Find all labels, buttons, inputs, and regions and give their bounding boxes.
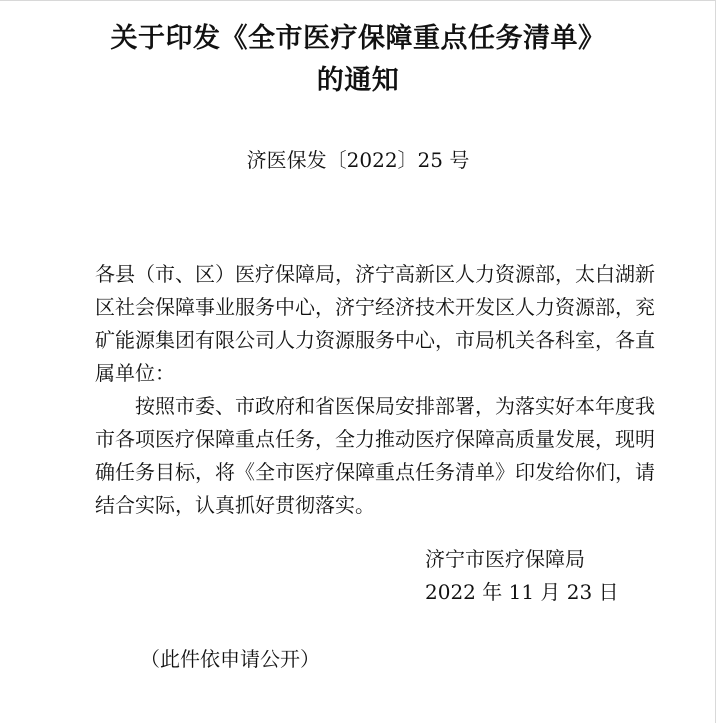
body-paragraph-line-3: 确任务目标，将《全市医疗保障重点任务清单》印发给你们，请 [95, 460, 655, 484]
signature-organization: 济宁市医疗保障局 [425, 547, 585, 571]
addressee-line-2: 区社会保障事业服务中心，济宁经济技术开发区人力资源部，兖 [95, 295, 655, 319]
disclosure-note: （此件依申请公开） [140, 647, 320, 671]
addressee-line-1: 各县（市、区）医疗保障局，济宁高新区人力资源部，太白湖新 [95, 262, 655, 286]
body-paragraph-line-4: 结合实际，认真抓好贯彻落实。 [95, 493, 375, 517]
document-title-line-2: 的通知 [316, 65, 400, 96]
signature-date: 2022 年 11 月 23 日 [425, 580, 619, 604]
document-title-line-1: 关于印发《全市医疗保障重点任务清单》 [110, 23, 606, 54]
addressee-line-4: 属单位： [95, 361, 175, 385]
page-top-border [0, 0, 716, 1]
body-paragraph-line-2: 市各项医疗保障重点任务，全力推动医疗保障高质量发展，现明 [95, 427, 655, 451]
body-paragraph-line-1: 按照市委、市政府和省医保局安排部署，为落实好本年度我 [135, 394, 655, 418]
document-number: 济医保发〔2022〕25 号 [246, 148, 470, 172]
addressee-line-3: 矿能源集团有限公司人力资源服务中心，市局机关各科室，各直 [95, 328, 655, 352]
